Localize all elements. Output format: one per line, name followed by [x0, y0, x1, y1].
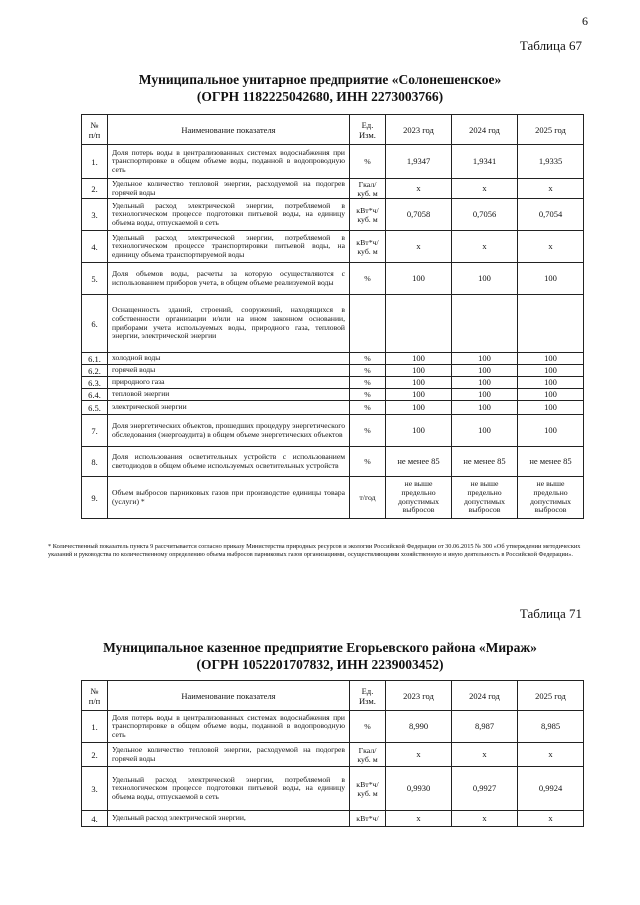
col-name-header: Наименование показателя	[108, 681, 350, 711]
table-row	[82, 295, 584, 353]
value-2024: 1,9341	[452, 145, 518, 179]
unit-cell: %	[350, 389, 386, 401]
table-row	[82, 179, 584, 199]
table-row	[82, 447, 584, 477]
table-row	[82, 145, 584, 179]
indicator-name: холодной воды	[108, 353, 350, 365]
value-2023: 100	[386, 263, 452, 295]
col-2024-header: 2024 год	[452, 115, 518, 145]
row-number: 1.	[82, 711, 108, 743]
value-2023: х	[386, 179, 452, 199]
col-name-header: Наименование показателя	[108, 115, 350, 145]
value-2024: 100	[452, 389, 518, 401]
col-2025-header: 2025 год	[518, 681, 584, 711]
table-row	[82, 365, 584, 377]
unit-cell: %	[350, 711, 386, 743]
value-2025: не менее 85	[518, 447, 584, 477]
value-2024: 0,9927	[452, 767, 518, 811]
value-2024: х	[452, 811, 518, 827]
row-number: 6.2.	[82, 365, 108, 377]
indicator-name: электрической энергии	[108, 401, 350, 415]
value-2025	[518, 295, 584, 353]
indicator-name: тепловой энергии	[108, 389, 350, 401]
table-a-header	[82, 115, 584, 145]
table-row	[82, 477, 584, 519]
value-2023: 100	[386, 389, 452, 401]
table-row	[82, 811, 584, 827]
unit-cell: %	[350, 377, 386, 389]
value-2025: 100	[518, 389, 584, 401]
indicator-name: горячей воды	[108, 365, 350, 377]
value-2024: 0,7056	[452, 199, 518, 231]
row-number: 2.	[82, 743, 108, 767]
table-row	[82, 263, 584, 295]
value-2025: 100	[518, 365, 584, 377]
indicator-name: Доля использования осветительных устройств с использованием светодиодов в общем объеме используемых осветительных устройств	[108, 447, 350, 477]
value-2025: 100	[518, 401, 584, 415]
value-2023: 100	[386, 401, 452, 415]
row-number: 9.	[82, 477, 108, 519]
value-2024: х	[452, 743, 518, 767]
value-2023: х	[386, 743, 452, 767]
value-2023: 1,9347	[386, 145, 452, 179]
col-2025-header: 2025 год	[518, 115, 584, 145]
value-2024: 100	[452, 415, 518, 447]
table-b-caption: Таблица 71	[519, 606, 582, 621]
row-number: 8.	[82, 447, 108, 477]
row-number: 1.	[82, 145, 108, 179]
row-number: 4.	[82, 811, 108, 827]
table-row	[82, 377, 584, 389]
indicator-name: Удельный расход электрической энергии, потребляемой в технологическом процессе транспортировки питьевой воды, на единицу объема транспортируемой воды	[108, 231, 350, 263]
value-2025: 8,985	[518, 711, 584, 743]
col-num-header: № п/п	[82, 681, 108, 711]
col-unit-header: Ед. Изм.	[350, 115, 386, 145]
row-number: 6.	[82, 295, 108, 353]
col-unit-header: Ед. Изм.	[350, 681, 386, 711]
table-row	[82, 767, 584, 811]
col-2024-header: 2024 год	[452, 681, 518, 711]
value-2024: не выше предельно допустимых выбросов	[452, 477, 518, 519]
value-2025: х	[518, 743, 584, 767]
page-number: 6	[582, 14, 588, 28]
table-row	[82, 711, 584, 743]
value-2024: 100	[452, 377, 518, 389]
value-2024: 100	[452, 401, 518, 415]
unit-cell: кВт*ч/ куб. м	[350, 767, 386, 811]
value-2024: х	[452, 179, 518, 199]
table-a-caption: Таблица 67	[519, 38, 582, 53]
value-2023: 8,990	[386, 711, 452, 743]
value-2024: 100	[452, 353, 518, 365]
table-b-org-name: Муниципальное казенное предприятие Егорьевского района «Мираж»	[103, 640, 537, 655]
row-number: 6.3.	[82, 377, 108, 389]
unit-cell: %	[350, 415, 386, 447]
indicator-name: Удельное количество тепловой энергии, расходуемой на подогрев горячей воды	[108, 179, 350, 199]
table-a-footnote: * Количественный показатель пункта 9 рассчитывается согласно приказу Министерства природных ресурсов и экологии Российской Федерации от 30.06.2015 № 300 «Об утверждении методических указаний и руководства по количественному определению объема выбросов парниковых газов организациями, осуществляющими хозяйственную и иную деятельность в Российской Федерации».	[48, 543, 581, 559]
table-b-org-ids: (ОГРН 1052201707832, ИНН 2239003452)	[196, 657, 444, 672]
value-2023: х	[386, 811, 452, 827]
value-2025: 100	[518, 377, 584, 389]
indicator-name: Доля объемов воды, расчеты за которую осуществляются с использованием приборов учета, в общем объеме реализуемой воды	[108, 263, 350, 295]
unit-cell: %	[350, 365, 386, 377]
value-2024	[452, 295, 518, 353]
value-2025: 0,9924	[518, 767, 584, 811]
value-2025: х	[518, 811, 584, 827]
indicator-name: Доля потерь воды в централизованных системах водоснабжения при транспортировке в общем объеме воды, поданной в водопроводную сеть	[108, 711, 350, 743]
value-2023: 100	[386, 365, 452, 377]
row-number: 6.1.	[82, 353, 108, 365]
value-2025: 1,9335	[518, 145, 584, 179]
table-a-org-ids: (ОГРН 1182225042680, ИНН 2273003766)	[196, 89, 444, 104]
indicator-name: Удельное количество тепловой энергии, расходуемой на подогрев горячей воды	[108, 743, 350, 767]
row-number: 2.	[82, 179, 108, 199]
table-row	[82, 389, 584, 401]
indicator-name: Объем выбросов парниковых газов при производстве единицы товара (услуги) *	[108, 477, 350, 519]
row-number: 3.	[82, 767, 108, 811]
indicator-name: Удельный расход электрической энергии, потребляемой в технологическом процессе подготовки питьевой воды, на единицу объема воды, отпускаемой в сеть	[108, 767, 350, 811]
value-2025: х	[518, 179, 584, 199]
value-2023: 100	[386, 415, 452, 447]
value-2025: не выше предельно допустимых выбросов	[518, 477, 584, 519]
col-2023-header: 2023 год	[386, 681, 452, 711]
table-b-header	[82, 681, 584, 711]
table-row	[82, 743, 584, 767]
unit-cell: Гкал/ куб. м	[350, 743, 386, 767]
table-b	[81, 680, 584, 827]
indicator-name: Оснащенность зданий, строений, сооружений, находящихся в собственности организации и/или на ином законном основании, приборами учета используемых воды, природного газа, тепловой энергии, электрической энергии	[108, 295, 350, 353]
row-number: 5.	[82, 263, 108, 295]
unit-cell: %	[350, 447, 386, 477]
indicator-name: Удельный расход электрической энергии,	[108, 811, 350, 827]
table-row	[82, 199, 584, 231]
value-2023: х	[386, 231, 452, 263]
table-a-org-name: Муниципальное унитарное предприятие «Солонешенское»	[138, 72, 502, 87]
value-2024: 100	[452, 365, 518, 377]
value-2025: 0,7054	[518, 199, 584, 231]
value-2025: х	[518, 231, 584, 263]
table-row	[82, 415, 584, 447]
indicator-name: Доля энергетических объектов, прошедших процедуру энергетического обследования (энергоаудита) в общем объеме энергетических объектов	[108, 415, 350, 447]
value-2023: не менее 85	[386, 447, 452, 477]
unit-cell: Гкал/ куб. м	[350, 179, 386, 199]
value-2024: не менее 85	[452, 447, 518, 477]
unit-cell: кВт*ч/	[350, 811, 386, 827]
value-2024: 100	[452, 263, 518, 295]
unit-cell: т/год	[350, 477, 386, 519]
table-row	[82, 231, 584, 263]
value-2023: не выше предельно допустимых выбросов	[386, 477, 452, 519]
value-2023: 100	[386, 377, 452, 389]
indicator-name: Удельный расход электрической энергии, потребляемой в технологическом процессе подготовки питьевой воды, на единицу объема воды, отпускаемой в сеть	[108, 199, 350, 231]
unit-cell: %	[350, 353, 386, 365]
row-number: 3.	[82, 199, 108, 231]
col-num-header: № п/п	[82, 115, 108, 145]
unit-cell	[350, 295, 386, 353]
row-number: 4.	[82, 231, 108, 263]
indicator-name: природного газа	[108, 377, 350, 389]
value-2025: 100	[518, 353, 584, 365]
value-2025: 100	[518, 263, 584, 295]
value-2024: 8,987	[452, 711, 518, 743]
table-row	[82, 401, 584, 415]
unit-cell: кВт*ч/ куб. м	[350, 231, 386, 263]
unit-cell: %	[350, 145, 386, 179]
table-row	[82, 353, 584, 365]
unit-cell: кВт*ч/ куб. м	[350, 199, 386, 231]
value-2023: 0,9930	[386, 767, 452, 811]
value-2023: 0,7058	[386, 199, 452, 231]
row-number: 6.4.	[82, 389, 108, 401]
unit-cell: %	[350, 401, 386, 415]
col-2023-header: 2023 год	[386, 115, 452, 145]
value-2024: х	[452, 231, 518, 263]
table-a	[81, 114, 584, 519]
value-2023: 100	[386, 353, 452, 365]
value-2025: 100	[518, 415, 584, 447]
unit-cell: %	[350, 263, 386, 295]
row-number: 6.5.	[82, 401, 108, 415]
row-number: 7.	[82, 415, 108, 447]
indicator-name: Доля потерь воды в централизованных системах водоснабжения при транспортировке в общем объеме воды, поданной в водопроводную сеть	[108, 145, 350, 179]
value-2023	[386, 295, 452, 353]
